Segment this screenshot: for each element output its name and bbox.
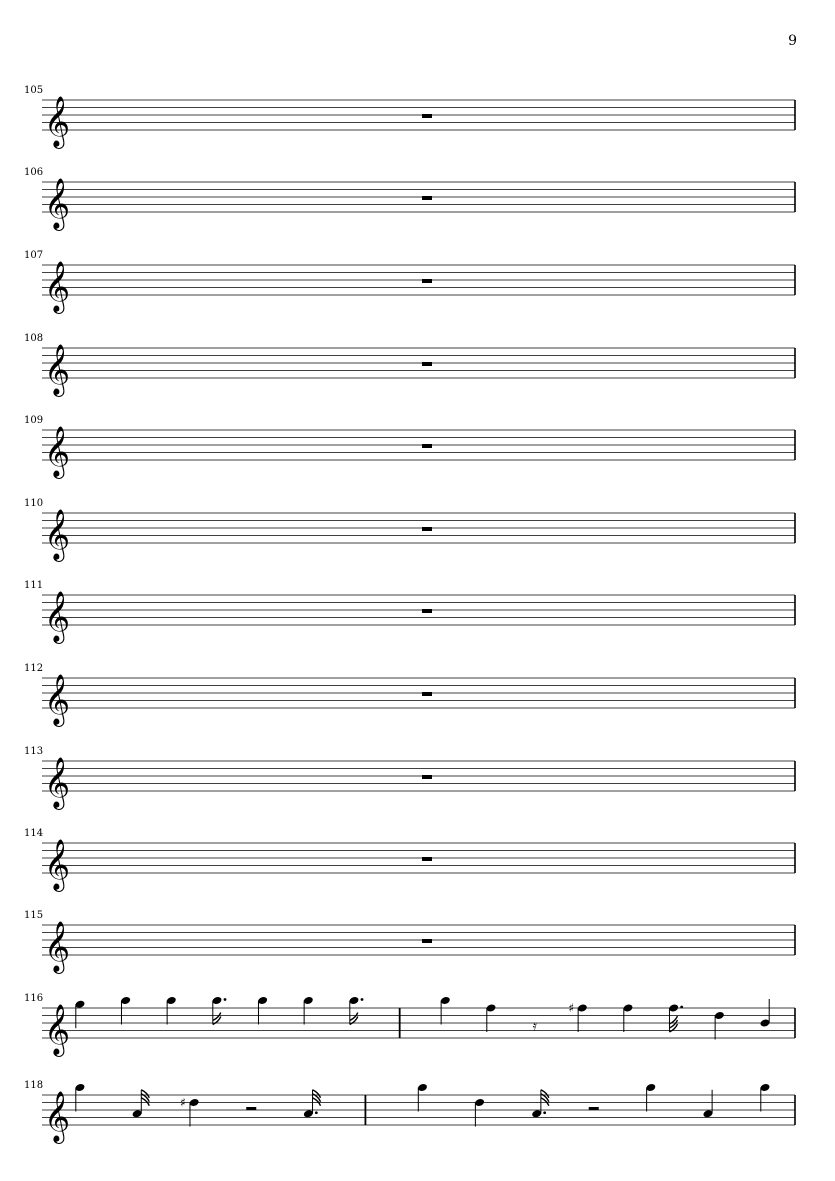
treble-clef-icon: 𝄞 (44, 921, 71, 972)
staff (0, 86, 835, 156)
treble-clef-icon: 𝄞 (44, 839, 71, 890)
staff (0, 334, 835, 404)
whole-rest-icon (422, 609, 432, 613)
treble-clef-icon: 𝄞 (44, 426, 71, 477)
measure-number: 114 (24, 828, 44, 839)
measure-number: 112 (24, 663, 44, 674)
note (440, 996, 451, 1025)
note (714, 1011, 725, 1040)
treble-clef-icon: 𝄞 (44, 96, 71, 147)
measure-number: 109 (24, 415, 44, 426)
staff (0, 416, 835, 486)
measure-number: 116 (24, 993, 44, 1004)
note (760, 1083, 771, 1112)
staff (0, 994, 835, 1064)
whole-rest-icon (422, 692, 432, 696)
note (417, 1083, 428, 1112)
page-number: 9 (788, 33, 797, 49)
note (531, 1090, 549, 1119)
note (132, 1090, 150, 1119)
note (303, 1090, 321, 1119)
whole-rest-icon (422, 527, 432, 531)
measure-number: 108 (24, 333, 44, 344)
note (760, 999, 771, 1028)
treble-clef-icon: 𝄞 (44, 261, 71, 312)
note (75, 1000, 86, 1029)
sharp-icon: ♯ (568, 1001, 575, 1015)
treble-clef-icon: 𝄞 (44, 178, 71, 229)
staff (0, 911, 835, 981)
whole-rest-icon (422, 279, 432, 283)
note (568, 1001, 587, 1032)
measure-number: 111 (24, 580, 44, 591)
measure-number: 105 (24, 85, 44, 96)
treble-clef-icon: 𝄞 (44, 509, 71, 560)
staff (0, 1081, 835, 1151)
whole-rest-icon (422, 196, 432, 200)
note (180, 1096, 199, 1127)
note (486, 1003, 497, 1032)
whole-rest-icon (422, 939, 432, 943)
measure-number: 106 (24, 167, 44, 178)
measure-number: 113 (24, 746, 44, 757)
staff (0, 581, 835, 651)
note (120, 996, 131, 1025)
staff (0, 499, 835, 569)
measure-number: 107 (24, 250, 44, 261)
note (75, 1083, 86, 1112)
staff (0, 829, 835, 899)
treble-clef-icon: 𝄞 (44, 591, 71, 642)
note (474, 1098, 485, 1127)
whole-rest-icon (422, 857, 432, 861)
half-rest-icon (246, 1107, 256, 1110)
measure-number: 118 (24, 1080, 44, 1091)
staff (0, 664, 835, 734)
note (668, 1003, 683, 1032)
note (257, 996, 268, 1025)
treble-clef-icon: 𝄞 (44, 757, 71, 808)
sharp-icon: ♯ (180, 1095, 186, 1110)
treble-clef-icon: 𝄞 (44, 1004, 71, 1055)
treble-clef-icon: 𝄞 (44, 344, 71, 395)
staff (0, 251, 835, 321)
note (623, 1003, 634, 1032)
note (303, 996, 314, 1025)
staff (0, 747, 835, 817)
note (645, 1083, 656, 1112)
note (166, 996, 177, 1025)
treble-clef-icon: 𝄞 (44, 674, 71, 725)
note (349, 996, 364, 1025)
note (702, 1090, 713, 1119)
whole-rest-icon (422, 775, 432, 779)
note (212, 996, 227, 1025)
measure-number: 110 (24, 498, 44, 509)
whole-rest-icon (422, 114, 432, 118)
staff (0, 168, 835, 238)
sixteenth-rest-icon: 𝄿 (532, 1018, 537, 1035)
measure-number: 115 (24, 910, 44, 921)
whole-rest-icon (422, 444, 432, 448)
half-rest-icon (589, 1107, 599, 1110)
treble-clef-icon: 𝄞 (44, 1091, 71, 1142)
whole-rest-icon (422, 362, 432, 366)
